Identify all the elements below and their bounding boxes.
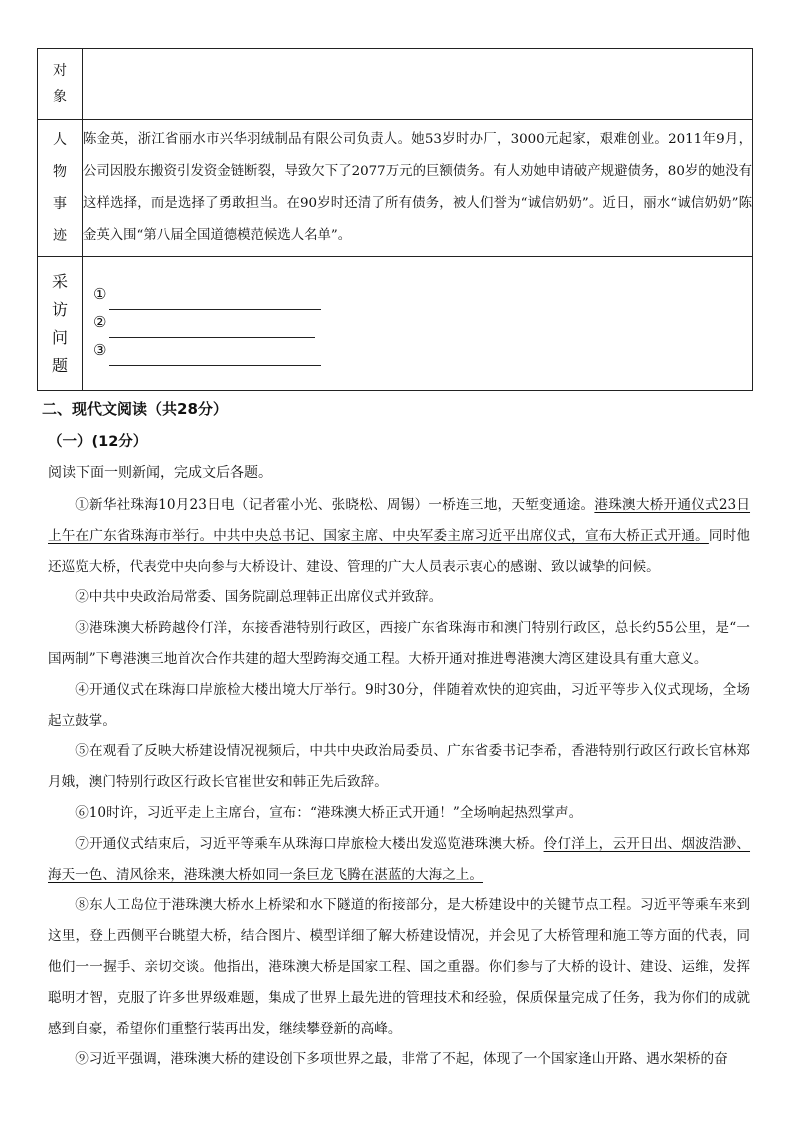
deeds-text: 陈金英，浙江省丽水市兴华羽绒制品有限公司负责人。她53岁时办厂，3000元起家，艰难创业。2011年9月，公司因股东搬资引发资金链断裂，导致欠下了2077万元的巨额债务。有人劝她申请破产规避债务，80岁的她没有这样选择，而是选择了勇敢担当。在90岁时还清了所有债务，被人们誉为“诚信奶奶”。近日，丽水“诚信奶奶”陈金英入围“第八届全国道德模范候选人名单”。 bbox=[83, 120, 753, 257]
questions-cell bbox=[83, 257, 753, 391]
answer-blank-1[interactable] bbox=[109, 293, 321, 310]
underlined-text: 伶仃洋上，云开日出、烟波浩渺、海天一色、清风徐来，港珠澳大桥如同一条巨龙飞腾在湛蓝的大海之上。 bbox=[48, 835, 751, 883]
label-object bbox=[38, 49, 83, 120]
paragraph-text: ①新华社珠海10月23日电（记者霍小光、张晓松、周锡）一桥连三地，天堑变通途。 bbox=[75, 497, 595, 513]
label-char: 访 bbox=[51, 299, 68, 319]
reading-instruction: 阅读下面一则新闻，完成文后各题。 bbox=[48, 465, 272, 481]
label-char: 题 bbox=[51, 355, 68, 375]
question-number: ① bbox=[93, 284, 107, 303]
question-line-1 bbox=[93, 282, 752, 310]
paragraph-7 bbox=[48, 829, 750, 891]
label-char: 问 bbox=[51, 327, 68, 347]
label-char: 人 bbox=[53, 132, 67, 148]
question-number: ③ bbox=[93, 340, 107, 359]
paragraph-8: ⑧东人工岛位于港珠澳大桥水上桥梁和水下隧道的衔接部分，是大桥建设中的关键节点工程。习近平等乘车来到这里，登上西侧平台眺望大桥，结合图片、模型详细了解大桥建设情况，并会见了大桥管理和施工等方面的代表，同他们一一握手、亲切交谈。他指出，港珠澳大桥是国家工程、国之重器。你们参与了大桥的设计、建设、运维，发挥聪明才智，克服了许多世界级难题，集成了世界上最先进的管理技术和经验，保质保量完成了任务，我为你们的成就感到自豪，希望你们重整行装再出发，继续攀登新的高峰。 bbox=[48, 897, 750, 1037]
paragraph-2: ②中共中央政治局常委、国务院副总理韩正出席仪式并致辞。 bbox=[75, 589, 443, 606]
question-line-2 bbox=[93, 310, 752, 338]
object-cell bbox=[83, 49, 753, 120]
paragraph-4: ④开通仪式在珠海口岸旅检大楼出境大厅举行。9时30分，伴随着欢快的迎宾曲，习近平等步入仪式现场，全场起立鼓掌。 bbox=[48, 681, 750, 729]
paragraph-5: ⑤在观看了反映大桥建设情况视频后，中共中央政治局委员、广东省委书记李希，香港特别行政区行政长官林郑月娥，澳门特别行政区行政长官崔世安和韩正先后致辞。 bbox=[48, 743, 750, 791]
news-article bbox=[48, 490, 750, 1075]
section-heading: 二、现代文阅读（共28分） bbox=[42, 400, 228, 418]
answer-blank-2[interactable] bbox=[109, 321, 315, 338]
paragraph-text: ⑦开通仪式结束后，习近平等乘车从珠海口岸旅检大楼出发巡览港珠澳大桥。 bbox=[75, 835, 544, 852]
paragraph-text: 同时他还巡览大桥，代表党中央向参与大桥设计、建设、管理的广大人员表示衷心的感谢、致以诚挚的问候。 bbox=[48, 527, 751, 575]
underlined-text: 港珠澳大桥开通仪式23日上午在广东省珠海市举行。中共中央总书记、国家主席、中央军委主席习近平出席仪式，宣布大桥正式开通。 bbox=[48, 497, 751, 544]
label-char: 象 bbox=[53, 89, 67, 105]
paragraph-1 bbox=[48, 490, 750, 582]
paragraph-3: ③港珠澳大桥跨越伶仃洋，东接香港特别行政区，西接广东省珠海市和澳门特别行政区，总长约55公里，是“一国两制”下粤港澳三地首次合作共建的超大型跨海交通工程。大桥开通对推进粤港澳大湾区建设具有重大意义。 bbox=[48, 620, 750, 667]
label-char: 物 bbox=[53, 164, 67, 180]
question-line-3 bbox=[93, 338, 752, 366]
label-char: 采 bbox=[51, 271, 68, 291]
answer-blank-3[interactable] bbox=[109, 349, 321, 366]
label-questions bbox=[38, 257, 83, 391]
paragraph-6: ⑥10时许，习近平走上主席台，宣布：“港珠澳大桥正式开通！”全场响起热烈掌声。 bbox=[75, 804, 583, 821]
sub-heading: （一）(12分） bbox=[48, 434, 148, 450]
question-number: ② bbox=[93, 312, 107, 331]
label-char: 迹 bbox=[53, 228, 67, 244]
interview-table bbox=[37, 48, 753, 391]
paragraph-9: ⑨习近平强调，港珠澳大桥的建设创下多项世界之最，非常了不起，体现了一个国家逢山开路、遇水架桥的奋 bbox=[75, 1051, 728, 1068]
label-deeds bbox=[38, 120, 83, 257]
label-char: 事 bbox=[53, 196, 67, 212]
label-char: 对 bbox=[53, 63, 67, 79]
